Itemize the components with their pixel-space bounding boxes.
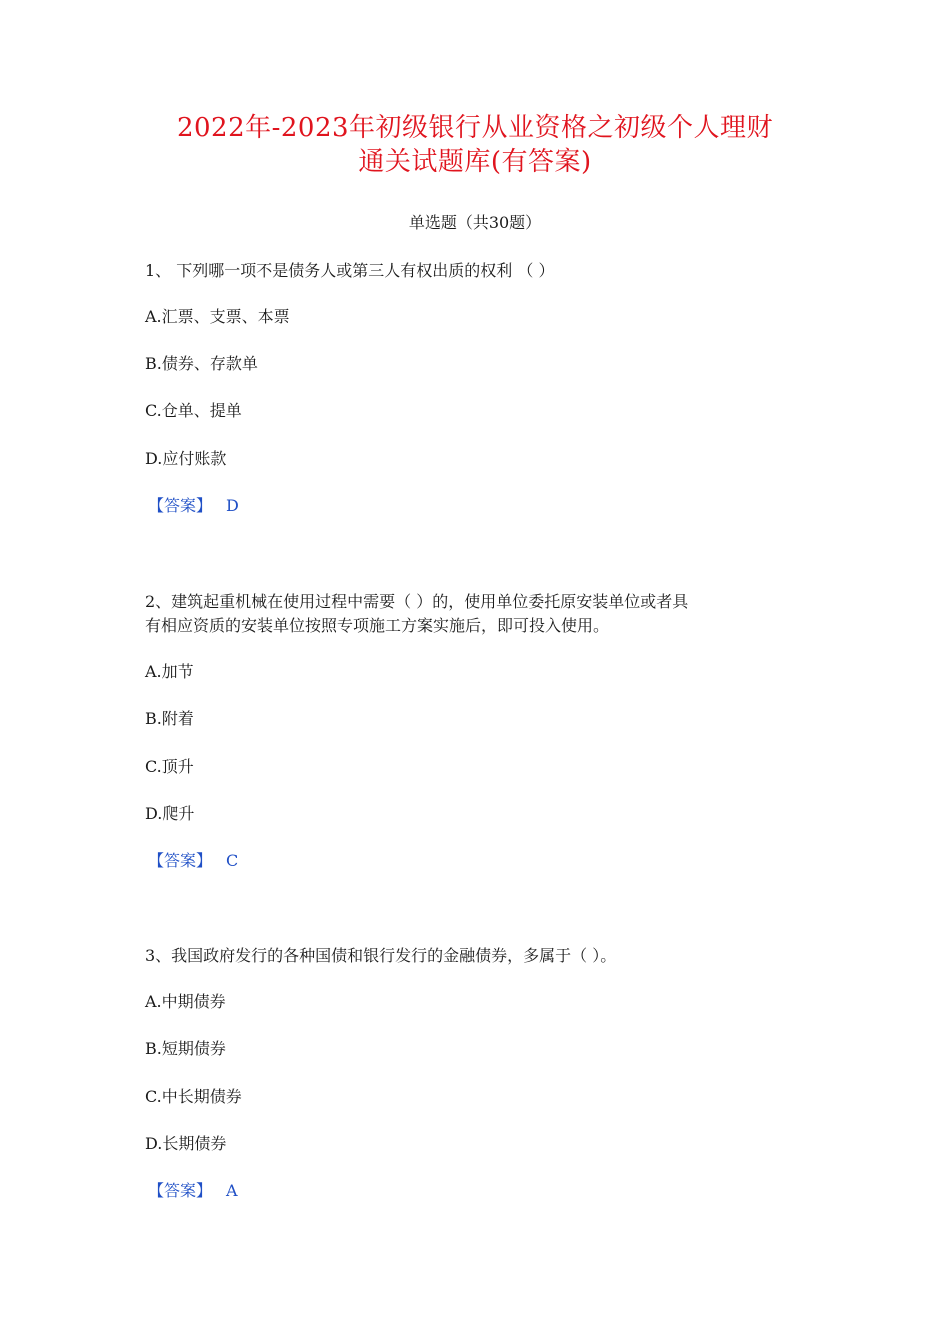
- question-2-option-c: C.顶升: [145, 757, 194, 776]
- answer-label: 【答案】: [148, 851, 213, 870]
- question-3-option-a: A.中期债券: [145, 992, 226, 1011]
- answer-value: A: [226, 1181, 238, 1200]
- question-1-option-d: D.应付账款: [145, 449, 227, 468]
- question-1-option-b: B.债券、存款单: [145, 354, 258, 373]
- document-title-line-2: 通关试题库(有答案): [358, 147, 592, 177]
- question-1-answer: [148, 495, 239, 517]
- section-heading: 单选题（共30题）: [408, 213, 542, 232]
- answer-value: D: [226, 496, 239, 515]
- question-2-option-a: A.加节: [145, 662, 194, 681]
- question-2-stem-line-1: 2、建筑起重机械在使用过程中需要（ ）的，使用单位委托原安装单位或者具: [145, 592, 689, 611]
- question-2-stem-line-2: 有相应资质的安装单位按照专项施工方案实施后，即可投入使用。: [145, 616, 610, 635]
- question-1-stem: 1、 下列哪一项不是债务人或第三人有权出质的权利 （ ）: [145, 261, 555, 280]
- answer-value: C: [226, 851, 239, 870]
- question-2-option-d: D.爬升: [145, 804, 195, 823]
- document-title-line-1: 2022年-2023年初级银行从业资格之初级个人理财: [176, 113, 774, 143]
- question-3-stem: 3、我国政府发行的各种国债和银行发行的金融债券，多属于（ ）。: [145, 946, 617, 965]
- answer-label: 【答案】: [148, 496, 213, 515]
- answer-label: 【答案】: [148, 1181, 213, 1200]
- question-3-answer: [148, 1180, 238, 1202]
- question-2-option-b: B.附着: [145, 709, 194, 728]
- question-3-option-c: C.中长期债券: [145, 1087, 242, 1106]
- question-2-answer: [148, 850, 238, 872]
- question-1-option-a: A.汇票、支票、本票: [145, 307, 290, 326]
- question-1-option-c: C.仓单、提单: [145, 401, 242, 420]
- question-3-option-d: D.长期债券: [145, 1134, 227, 1153]
- question-3-option-b: B.短期债券: [145, 1039, 226, 1058]
